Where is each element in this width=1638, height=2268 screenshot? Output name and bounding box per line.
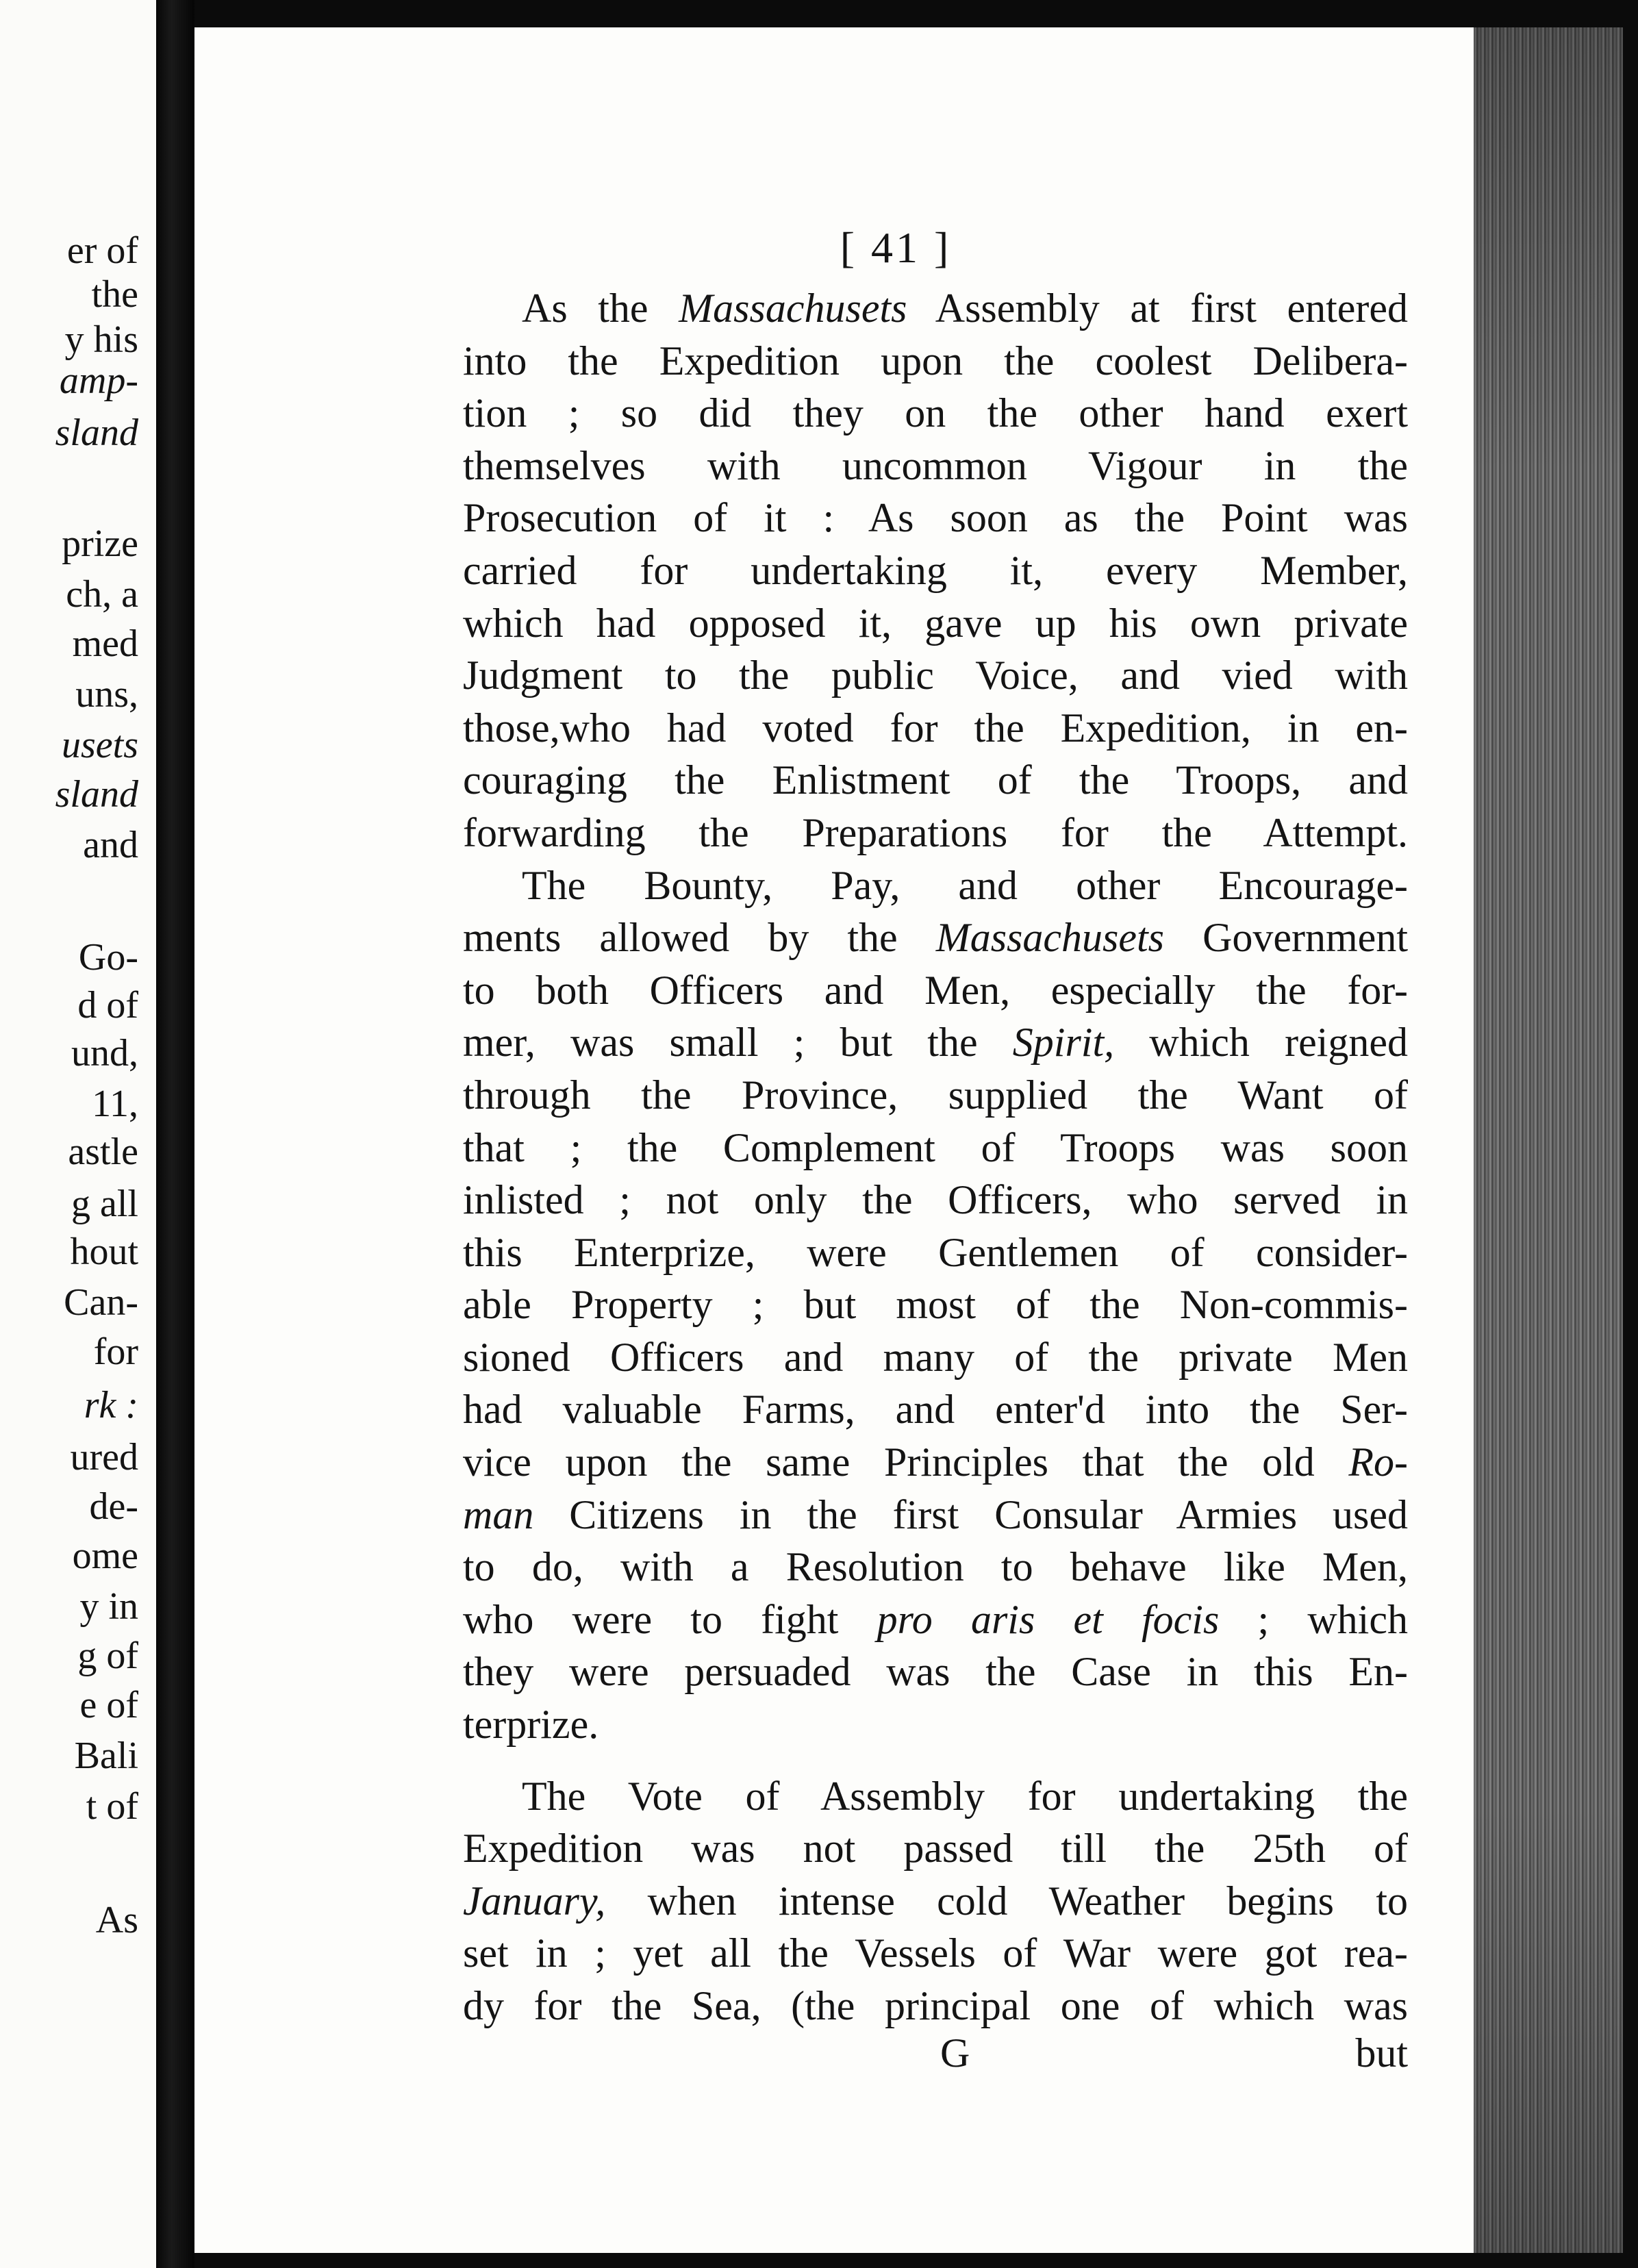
text-segment: able Property ; but most of the Non-commis- <box>463 1282 1408 1328</box>
text-segment: The Vote of Assembly for undertaking the <box>522 1773 1408 1819</box>
text-line <box>463 859 1408 912</box>
text-segment: this Enterprize, were Gentlemen of consider- <box>463 1229 1408 1275</box>
left-page-fragment: y in <box>79 1585 138 1628</box>
text-line <box>463 282 1408 335</box>
left-page-fragment: amp- <box>59 360 138 402</box>
text-line <box>463 1174 1408 1226</box>
text-segment: vice upon the same Principles that the old <box>463 1439 1349 1485</box>
left-page-fragment: prize <box>62 522 138 565</box>
italic-text: Massachusets <box>935 915 1165 961</box>
text-segment: Expedition was not passed till the 25th of <box>463 1826 1408 1872</box>
text-line <box>463 1489 1408 1541</box>
italic-text: Spirit, <box>1012 1020 1115 1066</box>
signature-mark: G <box>940 2030 970 2076</box>
text-segment: to both Officers and Men, especially the for- <box>463 967 1408 1013</box>
text-segment: they were persuaded was the Case in this En- <box>463 1649 1408 1695</box>
text-line <box>463 1646 1408 1698</box>
left-page-fragment: for <box>93 1331 138 1373</box>
left-page-fragment: med <box>72 622 138 665</box>
text-segment: inlisted ; not only the Officers, who served in <box>463 1177 1408 1223</box>
text-segment: dy for the Sea, (the principal one of which was <box>463 1983 1408 2028</box>
text-line <box>463 1122 1408 1174</box>
text-segment: ments allowed by the <box>463 915 936 961</box>
text-line <box>463 1822 1408 1875</box>
left-page-fragment: de- <box>89 1485 138 1528</box>
page-footer <box>463 2030 1408 2084</box>
text-segment: set in ; yet all the Vessels of War were got rea- <box>463 1930 1408 1976</box>
left-page-fragment: uns, <box>75 673 138 716</box>
scan-border <box>1623 0 1638 2268</box>
left-page-fragment: Bali <box>74 1735 138 1777</box>
left-page-fragment: er of <box>66 229 138 272</box>
text-line <box>463 1278 1408 1331</box>
text-line <box>463 1698 1408 1751</box>
text-line <box>463 597 1408 650</box>
text-segment: had valuable Farms, and enter'd into the Ser- <box>463 1387 1408 1433</box>
text-segment: which had opposed it, gave up his own private <box>463 600 1408 646</box>
text-line <box>463 754 1408 807</box>
text-line <box>463 1593 1408 1646</box>
text-line <box>463 1331 1408 1384</box>
left-page-fragment: e of <box>79 1684 138 1726</box>
text-segment: through the Province, supplied the Want of <box>463 1072 1408 1118</box>
left-page-fragment: sland <box>55 773 138 816</box>
left-page-fragment: t of <box>86 1785 138 1828</box>
text-segment: terprize. <box>463 1702 599 1748</box>
book-gutter <box>156 0 194 2268</box>
italic-text: man <box>463 1491 534 1537</box>
text-line <box>463 911 1408 964</box>
left-page-fragment: g of <box>77 1635 138 1677</box>
text-segment: to do, with a Resolution to behave like Men, <box>463 1544 1408 1590</box>
text-segment: ; which <box>1219 1596 1408 1642</box>
text-segment: mer, was small ; but the <box>463 1020 1013 1066</box>
text-segment: into the Expedition upon the coolest Delibera- <box>463 338 1408 383</box>
left-page-fragment: 11, <box>92 1083 138 1125</box>
text-segment: tion ; so did they on the other hand exert <box>463 390 1408 436</box>
text-line <box>463 1436 1408 1489</box>
italic-text: pro aris et focis <box>877 1596 1220 1642</box>
left-page-fragment: hout <box>70 1231 138 1273</box>
text-line <box>463 1770 1408 1823</box>
text-segment: Judgment to the public Voice, and vied with <box>463 653 1408 698</box>
left-page-fragment: astle <box>68 1131 138 1173</box>
text-segment: that ; the Complement of Troops was soon <box>463 1124 1408 1170</box>
italic-text: Massachusets <box>679 286 907 331</box>
text-line <box>463 1226 1408 1279</box>
text-line <box>463 544 1408 597</box>
text-line <box>463 387 1408 440</box>
text-line <box>463 1980 1408 2032</box>
italic-text: Ro- <box>1348 1439 1408 1485</box>
page-block-shadow <box>1474 27 1623 2253</box>
text-segment: which reigned <box>1114 1020 1408 1066</box>
text-segment: forwarding the Preparations for the Attempt. <box>463 809 1408 855</box>
italic-text: January, <box>463 1878 606 1924</box>
text-line <box>463 702 1408 755</box>
text-line <box>463 1069 1408 1122</box>
text-line <box>463 1927 1408 1980</box>
text-line <box>463 335 1408 388</box>
previous-page-edge <box>0 0 156 2268</box>
text-segment: Citizens in the first Consular Armies used <box>533 1491 1408 1537</box>
left-page-fragment: rk : <box>84 1384 138 1426</box>
left-page-fragment: sland <box>55 412 138 454</box>
text-line <box>463 1875 1408 1928</box>
text-line <box>463 492 1408 544</box>
text-line <box>463 807 1408 859</box>
left-page-fragment: ome <box>72 1535 138 1577</box>
page-number: [ 41 ] <box>840 223 952 272</box>
text-line <box>463 1016 1408 1069</box>
text-line <box>463 649 1408 702</box>
text-segment: couraging the Enlistment of the Troops, and <box>463 757 1408 803</box>
text-segment: who were to fight <box>463 1596 877 1642</box>
text-segment: Assembly at first entered <box>907 286 1408 331</box>
left-page-fragment: y his <box>64 318 138 361</box>
text-segment: when intense cold Weather begins to <box>605 1878 1408 1924</box>
left-page-fragment: Can- <box>64 1281 138 1324</box>
text-segment: sioned Officers and many of the private Men <box>463 1334 1408 1380</box>
left-page-fragment: Go- <box>78 936 138 979</box>
text-line <box>463 440 1408 492</box>
left-page-fragment: As <box>95 1899 138 1941</box>
book-page <box>194 27 1474 2253</box>
left-page-fragment: the <box>91 273 138 316</box>
text-segment: themselves with uncommon Vigour in the <box>463 442 1408 488</box>
text-line <box>463 1383 1408 1436</box>
text-line <box>463 1541 1408 1593</box>
text-segment: Prosecution of it : As soon as the Point was <box>463 495 1408 541</box>
left-page-fragment: ch, a <box>66 573 138 616</box>
text-segment: carried for undertaking it, every Member, <box>463 547 1408 593</box>
left-page-fragment: usets <box>62 724 138 766</box>
text-segment: As the <box>522 286 679 331</box>
text-segment: those,who had voted for the Expedition, in en- <box>463 705 1408 751</box>
text-segment: The Bounty, Pay, and other Encourage- <box>522 862 1408 908</box>
left-page-fragment: und, <box>71 1032 138 1074</box>
catchword: but <box>1355 2030 1408 2076</box>
text-segment: Government <box>1164 915 1408 961</box>
body-text <box>463 282 1408 2032</box>
left-page-fragment: g all <box>71 1183 138 1225</box>
text-line <box>463 964 1408 1017</box>
left-page-fragment: ured <box>70 1436 138 1478</box>
left-page-fragment: d of <box>77 984 138 1026</box>
left-page-fragment: and <box>83 824 138 866</box>
